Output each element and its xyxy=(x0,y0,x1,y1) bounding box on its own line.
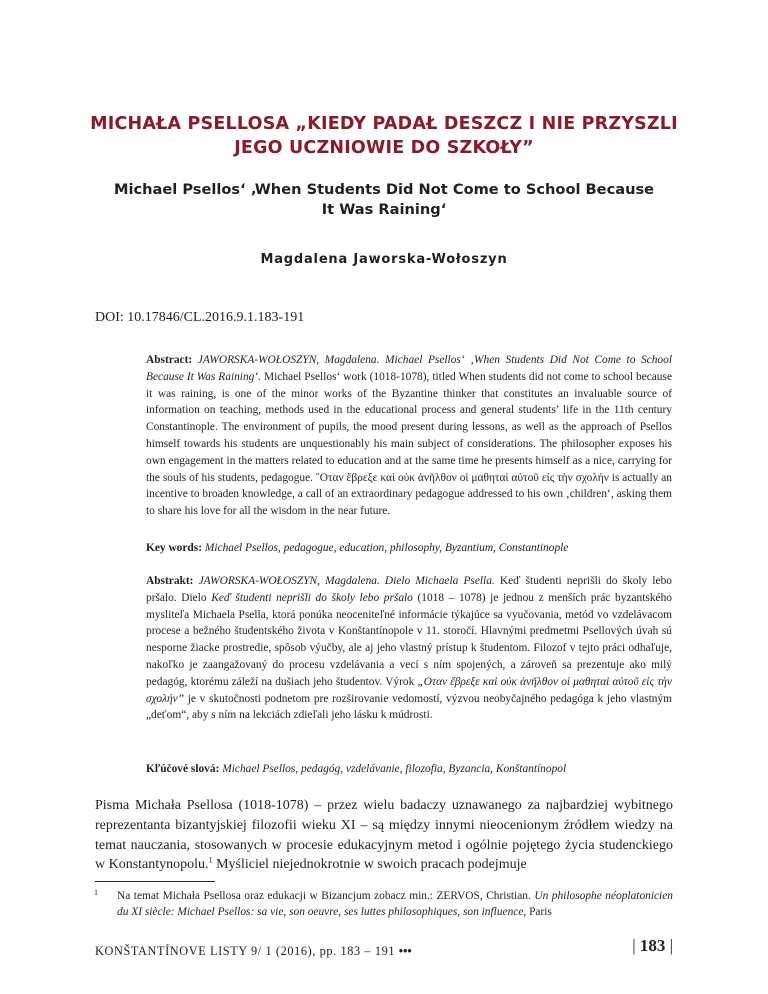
keywords-text: Michael Psellos, pedagogue, education, philosophy, Byzantium, Constantinople xyxy=(204,542,569,554)
article-subtitle xyxy=(90,180,678,220)
abstrakt-text-3: je v skutočnosti podnetom pre rozširovanie vedomostí, výzvou neobyčajného pedagóga k jeho vlastným „deťom“, aby s ním na lekciách zdieľali jeho lásku k múdrosti. xyxy=(146,692,672,722)
title-line-1: MICHAŁA PSELLOSA „KIEDY PADAŁ DESZCZ I NIE PRZYSZLI xyxy=(90,114,678,134)
keywords-label: Key words: xyxy=(146,542,202,554)
footnote-number: 1 xyxy=(94,888,98,897)
abstract-text: Michael Psellos‘ work (1018-1078), titled When students did not come to school because it was raining, is one of the minor works of the Byzantine thinker that constitutes an invaluable source of information on teaching, methods used in the educational process and general students’ life in the 11th century Constantinople. The environment of pupils, the mood present during lessons, as well as the approach of Psellos himself towards his students are unquestionably his main subject of considerations. The philosopher exposes his own engagement in the matters related to education and at the same time he presents himself as a nice, carrying for the souls of his students, pedagogue. ῞Οταν ἔβρεξε καὶ οὐκ ἀνῆλθον οἱ μαθηταὶ αὐτοῦ εἰς τὴν σχολήν is actually an incentive to broaden knowledge, a call of an extraordinary pedagogue addressed to his own ‚children‘, asking them to share his love for all the wisdom in the near future. xyxy=(146,370,672,518)
abstrakt-work-title: Keď študenti neprišli do školy lebo pršalo xyxy=(211,591,413,604)
author-name: Magdalena Jaworska-Wołoszyn xyxy=(260,252,508,267)
journal-citation: KONŠTANTÍNOVE LISTY 9/ 1 (2016), pp. 183 – 191 xyxy=(95,944,396,958)
klucove-slova-text: Michael Psellos, pedagóg, vzdelávanie, filozofia, Byzancia, Konštantínopol xyxy=(222,763,567,775)
abstrakt-text-1: Keď študenti neprišli do školy lebo pršalo. Dielo xyxy=(146,575,672,604)
footnote-text-after: , Paris xyxy=(523,906,552,919)
footnote xyxy=(95,888,673,921)
page-number: | 183 | xyxy=(632,936,673,955)
footnote-text: Na temat Michała Psellosa oraz edukacji w Bizancjum zobacz min.: ZERVOS, Christian. xyxy=(117,890,531,902)
title-line-2: JEGO UCZNIOWIE DO SZKOŁY” xyxy=(234,138,534,158)
keywords-slovak xyxy=(146,761,672,778)
abstract-slovak xyxy=(146,573,672,724)
subtitle-line-2: It Was Raining‘ xyxy=(321,201,447,218)
doi-link[interactable]: DOI: 10.17846/CL.2016.9.1.183-191 xyxy=(95,310,305,325)
footer-dots: ••• xyxy=(398,944,412,958)
abstract-label: Abstract: xyxy=(146,354,193,366)
page-number-value: 183 xyxy=(639,936,666,955)
body-text: Pisma Michała Psellosa (1018-1078) – przez wielu badaczy uznawanego za najbardziej wybitnego reprezentanta bizantyjskiej filozofii wieku XI – są między innymi nieocenionym źródłem wiedzy na temat nauczania, stosowanych w procesie edukacyjnym metod i ogólnie pojętego życia studenckiego w Konstantynopolu. xyxy=(95,798,673,873)
body-text-continued: Myśliciel niejednokrotnie w swoich pracach podejmuje xyxy=(216,857,527,873)
abstract-english xyxy=(146,352,672,520)
abstrakt-greek-quote: „Οταν ἔβρεξε καὶ οὐκ ἀνῆλθον οἱ μαθηταὶ αὐτοῦ εἰς τὴν σχολήν” xyxy=(146,675,672,705)
footnote-reference[interactable]: 1 xyxy=(208,855,213,865)
klucove-slova-label: Kľúčové slová: xyxy=(146,763,220,775)
abstrakt-citation: JAWORSKA-WOŁOSZYN, Magdalena. Dielo Michaela Psella. xyxy=(198,575,495,587)
body-paragraph xyxy=(95,796,673,875)
keywords-english xyxy=(146,540,672,557)
abstrakt-label: Abstrakt: xyxy=(146,575,194,587)
abstrakt-text-2: (1018 – 1078) je jednou z menších prác byzantského mysliteľa Michaela Psella, ktorá ponúka neoceniteľné informácie týkajúce sa vyučovania, metód vo vzdelávacom procese a bežného študentského života v Konštantínopole v 11. storočí. Hlavnými predmetmi Psellových úvah sú nesporne žiacke prostredie, spôsob výučby, ale aj jeho vlastný prístup k študentom. Filozof v tejto práci odhaľuje, nakoľko je zaangažovaný do procesu vzdelávania a vecí s ním spojených, a zároveň sa prezentuje ako milý pedagóg, ktorému záleží na dušiach jeho študentov. Výrok xyxy=(146,591,672,688)
abstract-citation: JAWORSKA-WOŁOSZYN, Magdalena. Michael Psellos‘ ‚When Students Did Not Come to School Because It Was Raining‘. xyxy=(146,354,672,383)
footnote-cited-title: Un philosophe néoplatonicien du XI siècle: Michael Psellos: sa vie, son oeuvre, ses luttes philosophiques, son influence xyxy=(117,890,673,919)
subtitle-line-1: Michael Psellos‘ ‚When Students Did Not Come to School Because xyxy=(113,181,655,198)
footnote-divider xyxy=(95,881,215,882)
running-footer xyxy=(95,944,412,959)
article-title xyxy=(60,112,708,160)
